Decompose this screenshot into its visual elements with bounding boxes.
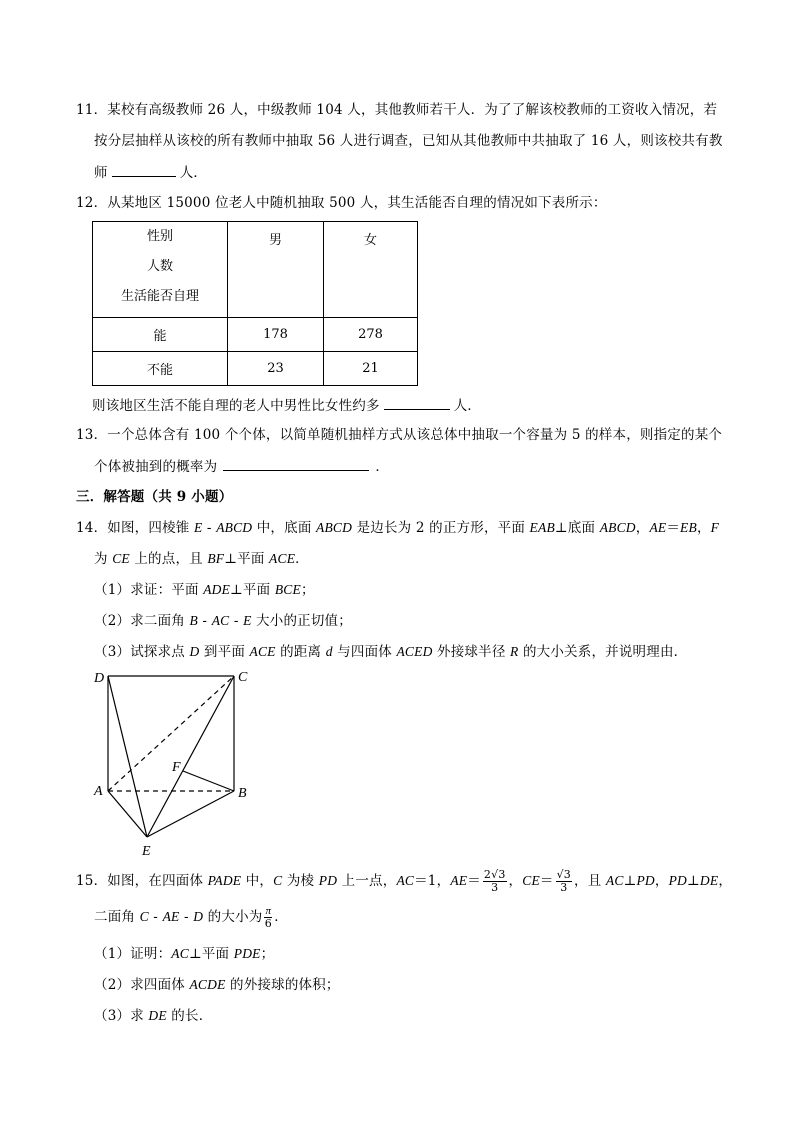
- edge-de: [108, 676, 147, 837]
- q11-line-3: [94, 162, 207, 183]
- q15-text: -: [179, 909, 194, 925]
- fraction-ae: [483, 869, 507, 894]
- q15-var: C: [273, 873, 283, 888]
- q12-line-2: [92, 395, 481, 416]
- q14-text: （3）试探求点: [94, 644, 190, 660]
- fraction-ce: [556, 869, 572, 894]
- edge-ac-dashed: [108, 676, 234, 791]
- q15-var: CE: [522, 873, 540, 888]
- q14-part-3: [94, 642, 687, 662]
- q14-var: B: [189, 613, 198, 628]
- q15-var: AE: [450, 873, 468, 888]
- q14-var: AC: [211, 613, 230, 628]
- q14-text: 14．如图，四棱锥: [76, 520, 194, 536]
- q15-text: ，: [718, 873, 733, 889]
- q15-line-1: [76, 868, 732, 894]
- q14-var: BCE: [274, 582, 301, 597]
- header-line-selfcare: 生活能否自理: [120, 289, 199, 304]
- q15-part-2: [94, 975, 340, 995]
- q14-text: 中，底面: [252, 520, 317, 536]
- q11-line-2: 按分层抽样从该校的所有教师中抽取 56 人进行调查，已知从其他教师中共抽取了 16 人，则该校共有教: [94, 133, 723, 149]
- q15-text: （2）求四面体: [94, 977, 190, 993]
- q15-text: 的长．: [166, 1008, 213, 1024]
- q11-line-3-post: 人．: [179, 165, 208, 181]
- q14-var: ACE: [269, 551, 296, 566]
- q14-text: ＝: [666, 520, 681, 536]
- q11-line-1: 11．某校有高级教师 26 人，中级教师 104 人，其他教师若干人．为了了解该校教师的工资收入情况，若: [76, 102, 718, 118]
- q14-var: ACED: [396, 644, 433, 659]
- q13-line-2-pre: 个体被抽到的概率为: [94, 459, 218, 475]
- header-line-gender: 性别: [146, 229, 173, 244]
- label-a: A: [94, 784, 103, 799]
- q13-line-1: 13．一个总体含有 100 个个体，以简单随机抽样方式从该总体中抽取一个容量为 5 的样本，则指定的某个: [76, 427, 723, 443]
- q14-var: F: [710, 520, 720, 535]
- q13-answer-blank[interactable]: [223, 456, 369, 471]
- fraction-pi-6: [264, 905, 272, 930]
- q14-var: R: [510, 644, 519, 659]
- q15-part-3: [94, 1006, 212, 1026]
- q14-text: 的距离: [275, 644, 326, 660]
- q14-part-2: [94, 611, 352, 631]
- q14-text: -: [202, 520, 217, 536]
- q11-answer-blank[interactable]: [112, 162, 176, 177]
- q15-text: 中，: [241, 873, 274, 889]
- q14-text: （1）求证：平面: [94, 582, 204, 598]
- q14-var: ACE: [249, 644, 276, 659]
- q15-text: 上一点，: [337, 873, 397, 889]
- q15-text: 为棱: [282, 873, 319, 889]
- q15-text: 的外接球的体积；: [225, 977, 340, 993]
- q14-var: d: [325, 644, 333, 659]
- q14-var: BF: [207, 551, 225, 566]
- q14-line-2: [94, 549, 309, 569]
- q14-var: EB: [680, 520, 697, 535]
- q14-text: ，: [635, 520, 650, 536]
- fraction-numerator: 2√3: [483, 868, 506, 881]
- q14-text: -: [197, 613, 212, 629]
- table-col-male: 男: [228, 222, 324, 318]
- q14-var: ABCD: [316, 520, 353, 535]
- q15-var: PDE: [233, 946, 261, 961]
- q15-var: C: [139, 909, 149, 924]
- table-row: [93, 352, 418, 386]
- q15-text: ＝: [467, 873, 481, 889]
- label-f: F: [172, 760, 181, 775]
- q14-text: 的大小关系，并说明理由．: [518, 644, 688, 660]
- q15-text: （1）证明：: [94, 946, 172, 962]
- q15-text: -: [148, 909, 163, 925]
- q14-var: E: [243, 613, 252, 628]
- q13-line-2: [94, 456, 389, 477]
- q15-text: ；: [260, 946, 275, 962]
- q15-var: AC: [605, 873, 624, 888]
- q15-text: ⊥平面: [188, 946, 234, 962]
- table-cell-female: 21: [324, 352, 418, 386]
- q15-var: ACDE: [189, 977, 226, 992]
- q14-text: 为: [94, 551, 113, 567]
- q12-line-2-pre: 则该地区生活不能自理的老人中男性比女性约多: [92, 398, 380, 414]
- q14-text: （2）求二面角: [94, 613, 190, 629]
- q14-var: E: [193, 520, 203, 535]
- q12-line-2-post: 人．: [453, 398, 482, 414]
- section-title: 三．解答题（共 9 小题）: [76, 489, 233, 505]
- q15-var: D: [193, 909, 204, 924]
- q14-text: ⊥平面: [230, 582, 275, 598]
- q14-var: CE: [112, 551, 130, 566]
- q14-text: 是边长为 2 的正方形，平面: [352, 520, 530, 536]
- q15-text: 二面角: [94, 909, 140, 925]
- q15-text: ，且: [574, 873, 606, 889]
- q15-var: DE: [148, 1008, 167, 1023]
- table-col-female: 女: [324, 222, 418, 318]
- q14-text: ⊥底面: [554, 520, 600, 536]
- q15-var: PD: [668, 873, 687, 888]
- edge-fb: [183, 771, 234, 791]
- q11-line-3-pre: 师: [94, 165, 108, 181]
- edge-ce: [147, 676, 234, 837]
- q15-text: （3）求: [94, 1008, 149, 1024]
- q15-text: 的大小为: [203, 909, 263, 925]
- q14-text: 大小的正切值；: [251, 613, 352, 629]
- q14-text: 与四面体: [332, 644, 397, 660]
- q15-var: AC: [171, 946, 189, 961]
- fraction-denominator: 6: [264, 917, 272, 930]
- q14-var: ABCD: [599, 520, 636, 535]
- table-cell-male: 178: [228, 318, 324, 352]
- q13-line-2-post: ．: [375, 459, 390, 475]
- q14-var: AE: [649, 520, 667, 535]
- q15-part-1: [94, 944, 274, 964]
- q15-var: PADE: [207, 873, 242, 888]
- q14-text: 上的点，且: [129, 551, 208, 567]
- fraction-numerator: √3: [556, 868, 572, 881]
- q14-text: ，: [696, 520, 711, 536]
- q15-var: PD: [636, 873, 655, 888]
- q14-line-1: [76, 518, 719, 538]
- table-row: [93, 318, 418, 352]
- q15-text: ．: [274, 909, 288, 925]
- q15-text: 15．如图，在四面体: [76, 873, 208, 889]
- q14-figure: [88, 665, 263, 860]
- q12-answer-blank[interactable]: [384, 395, 450, 410]
- label-e: E: [142, 844, 151, 859]
- q14-part-1: [94, 580, 315, 600]
- table-cell-female: 278: [324, 318, 418, 352]
- q15-text: ＝1，: [414, 873, 451, 889]
- fraction-denominator: 3: [560, 881, 568, 894]
- q15-line-2: [94, 904, 288, 930]
- q14-var: EAB: [529, 520, 555, 535]
- q14-text: ⊥平面: [224, 551, 270, 567]
- q14-text: -: [229, 613, 244, 629]
- q15-text: ＝: [539, 873, 554, 889]
- q14-text: 到平面: [199, 644, 250, 660]
- table-cell-male: 23: [228, 352, 324, 386]
- q15-var: AC: [396, 873, 415, 888]
- header-line-count: 人数: [146, 259, 173, 274]
- q14-var: ADE: [203, 582, 231, 597]
- q15-var: DE: [699, 873, 719, 888]
- q12-line-1: 12．从某地区 15000 位老人中随机抽取 500 人，其生活能否自理的情况如下表所示：: [76, 195, 607, 211]
- table-row-label: 不能: [93, 352, 228, 386]
- q15-text: ，: [508, 873, 523, 889]
- table-header-cell: [93, 222, 228, 318]
- table-row-label: 能: [93, 318, 228, 352]
- q15-text: ⊥: [623, 873, 637, 889]
- q15-var: AE: [162, 909, 180, 924]
- q12-table: [92, 221, 418, 386]
- label-d: D: [94, 671, 105, 686]
- q15-text: ⊥: [687, 873, 700, 889]
- label-c: C: [238, 670, 248, 685]
- q14-text: ．: [295, 551, 309, 567]
- q14-text: 外接球半径: [432, 644, 511, 660]
- q15-var: PD: [318, 873, 338, 888]
- q14-text: ；: [300, 582, 315, 598]
- fraction-denominator: 3: [491, 881, 499, 894]
- label-b: B: [238, 786, 247, 801]
- fraction-numerator: π: [265, 905, 272, 917]
- q15-text: ，: [654, 873, 669, 889]
- q14-var: ABCD: [216, 520, 253, 535]
- q14-var: D: [189, 644, 200, 659]
